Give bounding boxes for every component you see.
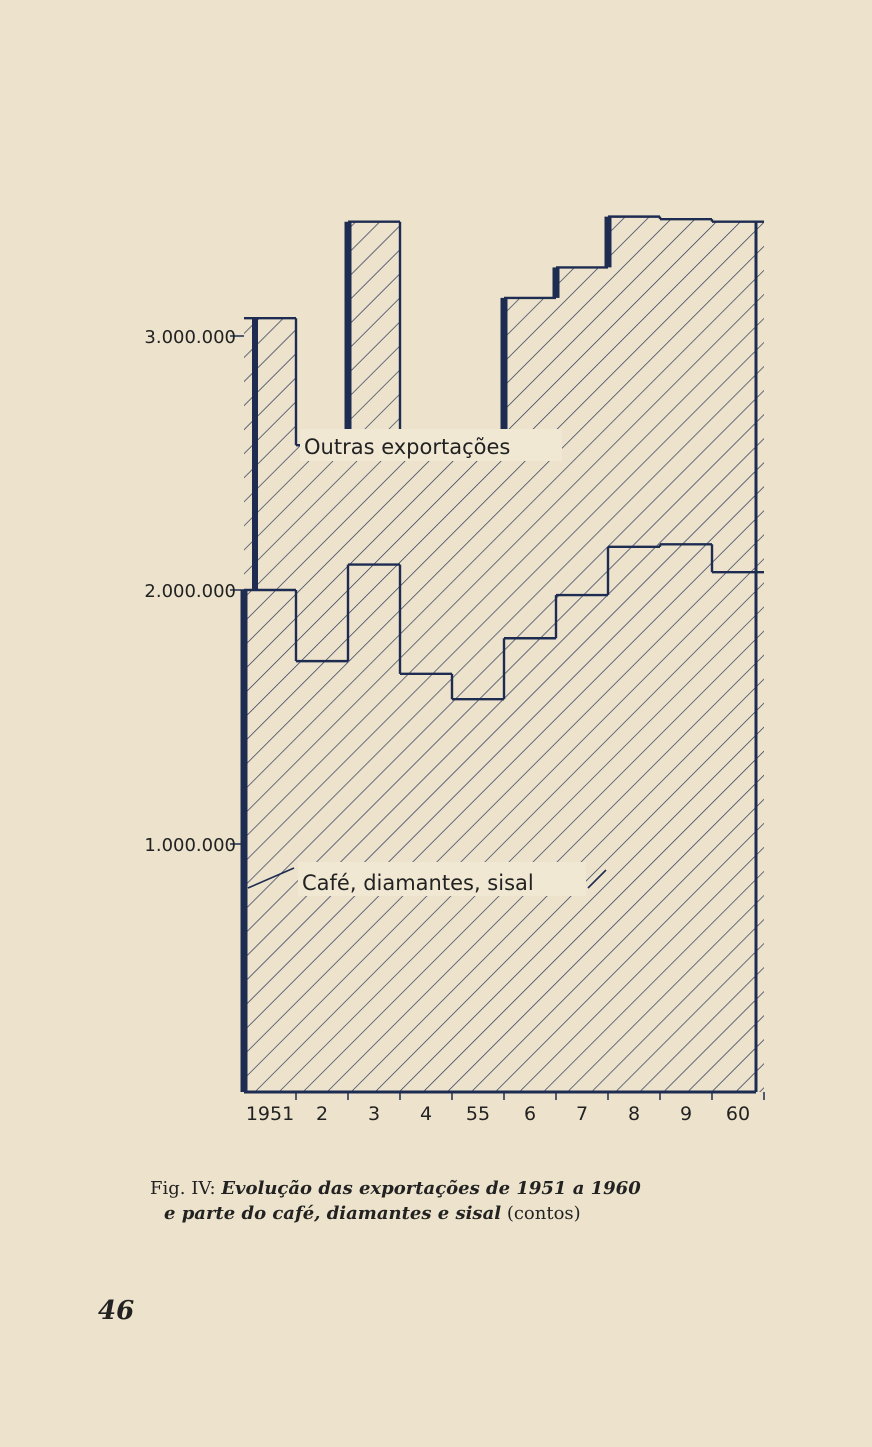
page-number: 46 bbox=[98, 1296, 135, 1326]
caption-title: Evolução das exportações de 1951 a 1960 bbox=[221, 1178, 641, 1199]
x-tick-label-9: 9 bbox=[679, 1103, 693, 1125]
y-tick-label-3.000.000: 3.000.000 bbox=[144, 327, 236, 348]
x-tick-label-6: 6 bbox=[523, 1103, 537, 1125]
x-tick-label-60: 60 bbox=[725, 1103, 751, 1125]
x-tick-label-7: 7 bbox=[575, 1103, 589, 1125]
caption-unit: (contos) bbox=[506, 1203, 581, 1224]
y-tick-label-2.000.000: 2.000.000 bbox=[144, 581, 236, 602]
caption-title-2: e parte do café, diamantes e sisal bbox=[164, 1203, 502, 1224]
x-tick-label-3: 3 bbox=[367, 1103, 381, 1125]
x-tick-label-8: 8 bbox=[627, 1103, 641, 1125]
y-tick-label-1.000.000: 1.000.000 bbox=[144, 835, 236, 856]
x-tick-label-55: 55 bbox=[465, 1103, 491, 1125]
caption-fig-label: Fig. IV: bbox=[150, 1178, 216, 1199]
x-tick-label-2: 2 bbox=[315, 1103, 329, 1125]
series-label-cafe-diamantes-sisal: Café, diamantes, sisal bbox=[302, 871, 534, 895]
x-tick-label-1951: 1951 bbox=[245, 1103, 295, 1125]
x-tick-label-4: 4 bbox=[419, 1103, 433, 1125]
series-label-outras-exportacoes: Outras exportações bbox=[304, 435, 511, 459]
figure-caption bbox=[150, 1176, 750, 1226]
